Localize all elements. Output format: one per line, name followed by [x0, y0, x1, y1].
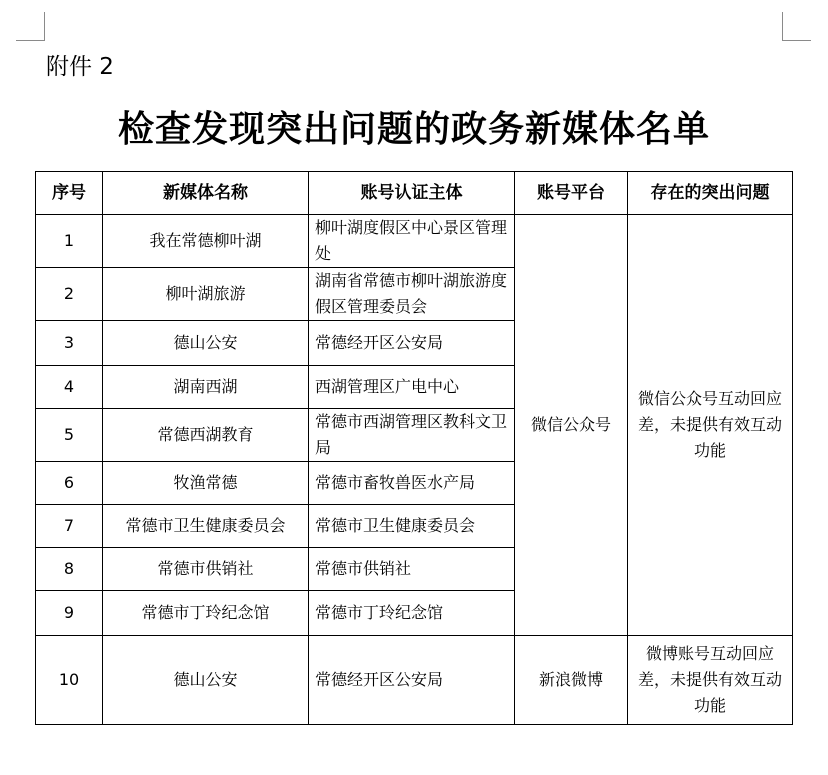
cell-serial-no: 5: [36, 409, 103, 462]
cell-serial-no: 1: [36, 215, 103, 268]
cell-media-name: 常德市供销社: [103, 548, 309, 591]
cell-account-entity: 常德经开区公安局: [309, 321, 515, 366]
page-corner-mark-top-right: [782, 12, 811, 41]
cell-media-name: 德山公安: [103, 636, 309, 725]
cell-account-entity: 湖南省常德市柳叶湖旅游度假区管理委员会: [309, 268, 515, 321]
cell-media-name: 湖南西湖: [103, 366, 309, 409]
cell-account-entity: 常德市供销社: [309, 548, 515, 591]
cell-account-entity: 常德市丁玲纪念馆: [309, 591, 515, 636]
cell-serial-no: 4: [36, 366, 103, 409]
cell-serial-no: 8: [36, 548, 103, 591]
cell-media-name: 我在常德柳叶湖: [103, 215, 309, 268]
header-issue: 存在的突出问题: [628, 172, 793, 215]
cell-media-name: 柳叶湖旅游: [103, 268, 309, 321]
header-account-entity: 账号认证主体: [309, 172, 515, 215]
attachment-label: 附件 2: [46, 54, 114, 80]
cell-account-entity: 常德经开区公安局: [309, 636, 515, 725]
media-list-table: [35, 171, 793, 725]
cell-serial-no: 7: [36, 505, 103, 548]
cell-account-entity: 常德市卫生健康委员会: [309, 505, 515, 548]
cell-serial-no: 9: [36, 591, 103, 636]
header-serial-no: 序号: [36, 172, 103, 215]
cell-platform-weibo: 新浪微博: [515, 636, 628, 725]
cell-account-entity: 西湖管理区广电中心: [309, 366, 515, 409]
cell-platform-wechat: 微信公众号: [515, 215, 628, 636]
cell-account-entity: 常德市西湖管理区教科文卫局: [309, 409, 515, 462]
table-row: [36, 636, 793, 725]
header-media-name: 新媒体名称: [103, 172, 309, 215]
document-title: 检查发现突出问题的政务新媒体名单: [117, 108, 710, 150]
header-platform: 账号平台: [515, 172, 628, 215]
cell-account-entity: 柳叶湖度假区中心景区管理处: [309, 215, 515, 268]
cell-serial-no: 6: [36, 462, 103, 505]
cell-media-name: 常德市丁玲纪念馆: [103, 591, 309, 636]
cell-media-name: 常德市卫生健康委员会: [103, 505, 309, 548]
cell-serial-no: 3: [36, 321, 103, 366]
cell-serial-no: 10: [36, 636, 103, 725]
table-row: [36, 215, 793, 268]
table-header-row: [36, 172, 793, 215]
cell-serial-no: 2: [36, 268, 103, 321]
cell-media-name: 常德西湖教育: [103, 409, 309, 462]
page-corner-mark-top-left: [16, 12, 45, 41]
cell-media-name: 德山公安: [103, 321, 309, 366]
cell-account-entity: 常德市畜牧兽医水产局: [309, 462, 515, 505]
cell-media-name: 牧渔常德: [103, 462, 309, 505]
cell-issue-wechat: 微信公众号互动回应差，未提供有效互动功能: [628, 215, 793, 636]
cell-issue-weibo: 微博账号互动回应差，未提供有效互动功能: [628, 636, 793, 725]
